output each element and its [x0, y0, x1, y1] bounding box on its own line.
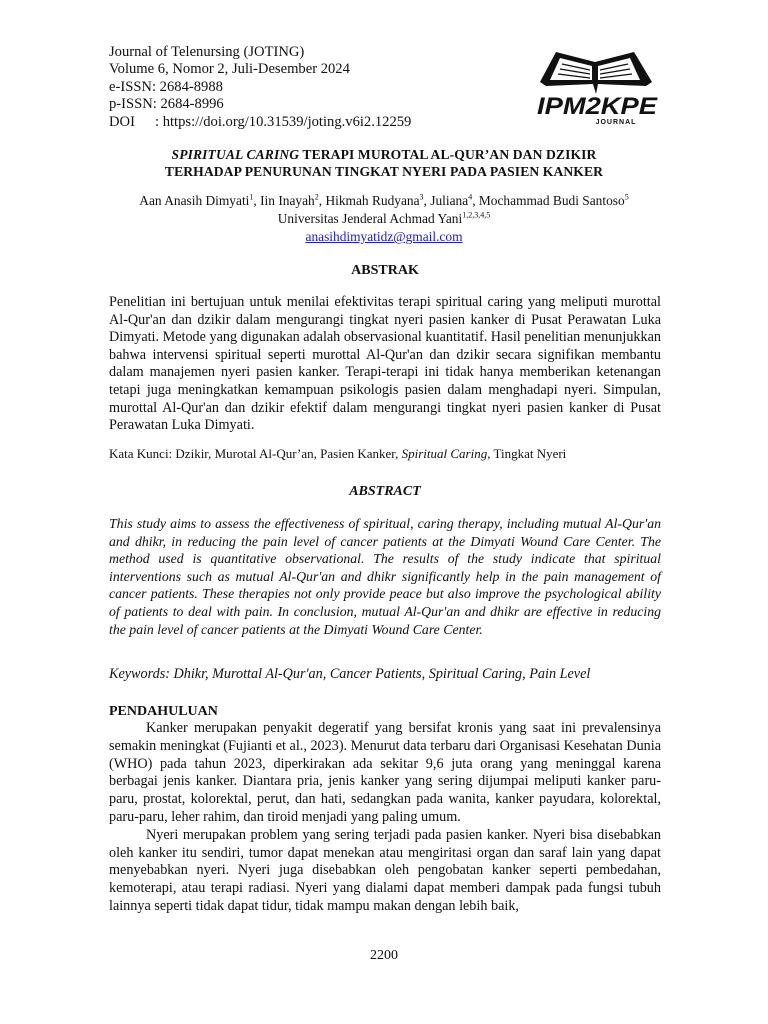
title-line-2: TERHADAP PENURUNAN TINGKAT NYERI PADA PASIEN KANKER	[164, 164, 604, 179]
paper-title	[100, 146, 668, 180]
author-block	[80, 192, 688, 246]
kata-kunci-prefix: Kata Kunci: Dzikir, Murotal Al-Qur’an, Pasien Kanker,	[109, 446, 402, 461]
keywords: Keywords: Dhikr, Murottal Al-Qur'an, Cancer Patients, Spiritual Caring, Pain Level	[109, 666, 591, 682]
email-link[interactable]: anasihdimyatidz@gmail.com	[305, 229, 463, 244]
journal-name: Journal of Telenursing (JOTING)	[109, 44, 305, 60]
author-name: Hikmah Rudyana	[325, 193, 420, 208]
journal-logo	[534, 42, 660, 130]
title-line-1	[100, 146, 668, 163]
kata-kunci	[109, 446, 566, 462]
author-name: Iin Inayah	[260, 193, 315, 208]
doi-label: DOI	[109, 113, 135, 130]
journal-eissn: e-ISSN: 2684-8988	[109, 78, 223, 95]
author-sup: 3	[419, 192, 424, 202]
author-sup: 4	[468, 192, 473, 202]
author-name: Juliana	[430, 193, 469, 208]
page-number: 2200	[370, 948, 398, 963]
author-list: Aan Anasih Dimyati$^1$, Iin Inayah$^2$, Hikmah Rudyana$^3$, Juliana$^4$, Mochammad Budi Santoso$^5$	[139, 192, 629, 208]
author-name: Aan Anasih Dimyati	[139, 193, 250, 208]
pendahuluan-heading: PENDAHULUAN	[109, 704, 218, 719]
author-sup: 2	[314, 192, 319, 202]
author-sup: 5	[624, 192, 629, 202]
journal-pissn: p-ISSN: 2684-8996	[109, 96, 224, 113]
journal-header	[109, 44, 411, 131]
kata-kunci-suffix: , Tingkat Nyeri	[487, 446, 567, 461]
journal-doi	[109, 114, 411, 131]
logo-subtext: JOURNAL	[595, 119, 637, 126]
author-sup: 1	[249, 192, 254, 202]
affiliation	[80, 210, 688, 228]
abstract-text: This study aims to assess the effectiveness of spiritual, caring therapy, including mutual Al-Qur'an and dhikr, in reducing the pain level of cancer patients at the Dimyati Wound Care Center. The method used is quantitative observational. The results of the study indicate that spiritual interventions such as mutual Al-Qur'an and dhikr significantly help in the pain management of cancer patients. These therapies not only provide peace but also improve the psychological ability of patients to deal with pain. In conclusion, mutual Al-Qur'an and dhikr are effective in reducing the pain level of cancer patients at the Dimyati Wound Care Center.	[109, 516, 661, 637]
logo-text: IPM2KPE	[537, 93, 659, 120]
author-name: Mochammad Budi Santoso	[478, 193, 625, 208]
affiliation-sup: 1,2,3,4,5	[462, 210, 491, 220]
open-book-icon	[534, 42, 660, 130]
title-italic: SPIRITUAL CARING	[171, 147, 300, 162]
body-paragraph: Kanker merupakan penyakit degeratif yang bersifat kronis yang saat ini prevalensinya semakin meningkat (Fujianti et al., 2023). Menurut data terbaru dari Organisasi Kesehatan Dunia (WHO) pada tahun 2023, diperkirakan ada sekitar 9,6 juta orang yang meninggal karena berbagai jenis kanker. Diantara pria, jenis kanker yang sering dijumpai meliputi kanker paru-paru, prostat, kolorektal, perut, dan hati, sedangkan pada wanita, kanker payudara, kolorektal, paru-paru, leher rahim, dan tiroid menjadi yang paling umum.	[109, 720, 661, 825]
abstrak-heading: ABSTRAK	[351, 263, 419, 278]
pendahuluan-body	[109, 720, 661, 916]
body-paragraph: Nyeri merupakan problem yang sering terjadi pada pasien kanker. Nyeri bisa disebabkan oleh kanker itu sendiri, tumor dapat menekan atau mengiritasi organ dan saraf lain yang dapat menyebabkan nyeri. Nyeri juga disebabkan oleh pengobatan kanker seperti pembedahan, kemoterapi, atau terapi radiasi. Nyeri yang dialami dapat memberi dampak pada fungsi tubuh lainnya seperti tidak dapat tidur, tidak mampu makan dengan lebih baik,	[109, 826, 661, 914]
journal-volume: Volume 6, Nomor 2, Juli-Desember 2024	[109, 61, 350, 78]
title-rest: TERAPI MUROTAL AL-QUR’AN DAN DZIKIR	[299, 147, 597, 162]
abstrak-text: Penelitian ini bertujuan untuk menilai efektivitas terapi spiritual caring yang meliputi murottal Al-Qur'an dan dzikir dalam mengurangi tingkat nyeri pasien kanker di Pusat Perawatan Luka Dimyati. Metode yang digunakan adalah observasional kuantitatif. Hasil penelitian menunjukkan bahwa intervensi spiritual seperti murottal Al-Qur'an dan dzikir secara signifikan membantu dalam manajemen nyeri pasien kanker. Terapi-terapi ini tidak hanya memberikan ketenangan tetapi juga meningkatkan kemampuan psikologis pasien dalam menghadapi nyeri. Simpulan, murottal Al-Qur'an dan dzikir efektif dalam mengurangi tingkat nyeri pasien kanker di Pusat Perawatan Luka Dimyati.	[109, 294, 661, 434]
doi-value: : https://doi.org/10.31539/joting.v6i2.12259	[155, 113, 412, 130]
kata-kunci-italic: Spiritual Caring	[401, 446, 488, 461]
abstract-heading: ABSTRACT	[349, 484, 421, 499]
affiliation-name: Universitas Jenderal Achmad Yani	[277, 211, 463, 226]
